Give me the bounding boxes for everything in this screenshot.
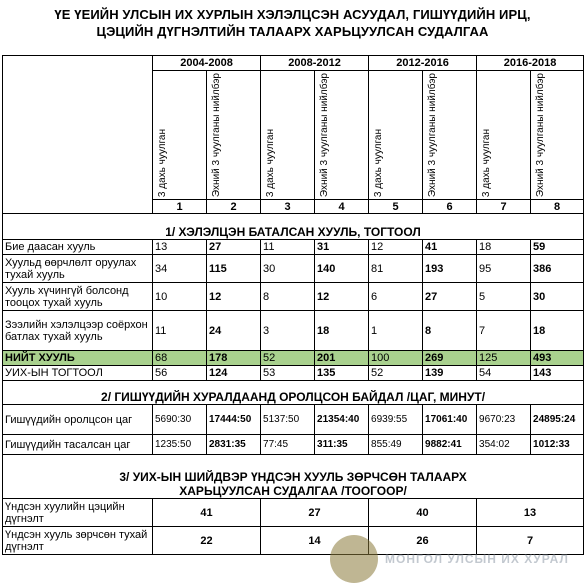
- cell: 54: [477, 366, 531, 381]
- table-row: [3, 255, 584, 283]
- col-header-session: 3 дахь чуулган: [265, 129, 277, 198]
- cell: 53: [261, 366, 315, 381]
- table-row: [3, 240, 584, 255]
- table-row: [3, 435, 584, 455]
- cell: 386: [531, 255, 584, 283]
- cell: 7: [477, 311, 531, 351]
- cell: 5: [477, 283, 531, 311]
- period-header-row: [3, 56, 584, 71]
- cell: 30: [261, 255, 315, 283]
- cell: 1012:33: [531, 435, 584, 455]
- cell: 8: [261, 283, 315, 311]
- table-row: [3, 405, 584, 435]
- cell: 3: [261, 311, 315, 351]
- table-row: [3, 283, 584, 311]
- col-num: 4: [315, 200, 369, 214]
- row-label: УИХ-ЫН ТОГТООЛ: [3, 366, 153, 381]
- cell: 17444:50: [207, 405, 261, 435]
- title-line-2: ЦЭЦИЙН ДҮГНЭЛТИЙН ТАЛААРХ ХАРЬЦУУЛСАН СУДАЛГАА: [96, 24, 489, 39]
- cell: 14: [261, 527, 369, 555]
- watermark-text: МОНГОЛ УЛСЫН ИХ ХУРАЛ: [385, 552, 569, 566]
- cell: 5137:50: [261, 405, 315, 435]
- cell: 26: [369, 527, 477, 555]
- cell: 125: [477, 351, 531, 366]
- cell: 21354:40: [315, 405, 369, 435]
- col-num: 2: [207, 200, 261, 214]
- cell: 13: [153, 240, 207, 255]
- cell: 139: [423, 366, 477, 381]
- corner-cell: [3, 56, 153, 214]
- row-label: Хууль хүчингүй болсонд тооцох тухай хууль: [3, 283, 153, 311]
- cell: 135: [315, 366, 369, 381]
- section-1-row: [3, 214, 584, 240]
- cell: 12: [207, 283, 261, 311]
- cell: 81: [369, 255, 423, 283]
- row-label: Гишүүдийн оролцсон цаг: [3, 405, 153, 435]
- cell: 13: [477, 499, 584, 527]
- cell: 140: [315, 255, 369, 283]
- cell: 201: [315, 351, 369, 366]
- section-3-title-line-1: 3/ УИХ-ЫН ШИЙДВЭР ҮНДСЭН ХУУЛЬ ЗӨРЧСӨН ТАЛААРХ: [119, 470, 467, 485]
- row-label: Бие даасан хууль: [3, 240, 153, 255]
- cell: 77:45: [261, 435, 315, 455]
- col-num: 8: [531, 200, 584, 214]
- cell: 178: [207, 351, 261, 366]
- cell: 11: [153, 311, 207, 351]
- cell: 269: [423, 351, 477, 366]
- period-4: 2016-2018: [477, 56, 584, 71]
- emblem-watermark-icon: [330, 535, 378, 583]
- cell: 1235:50: [153, 435, 207, 455]
- row-label: Гишүүдийн тасалсан цаг: [3, 435, 153, 455]
- cell: 311:35: [315, 435, 369, 455]
- section-2-title: 2/ ГИШҮҮДИЙН ХУРАЛДААНД ОРОЛЦСОН БАЙДАЛ /ЦАГ, МИНУТ/: [3, 381, 584, 405]
- resolution-row: [3, 366, 584, 381]
- col-header-sum: Эхний 3 чуулганы нийлбэр: [535, 73, 547, 198]
- cell: 493: [531, 351, 584, 366]
- cell: 59: [531, 240, 584, 255]
- cell: 10: [153, 283, 207, 311]
- section-3-title: [3, 455, 584, 499]
- col-num: 6: [423, 200, 477, 214]
- cell: 855:49: [369, 435, 423, 455]
- cell: 7: [477, 527, 584, 555]
- section-1-title: 1/ ХЭЛЭЛЦЭН БАТАЛСАН ХУУЛЬ, ТОГТООЛ: [3, 214, 584, 240]
- col-header-sum: Эхний 3 чуулганы нийлбэр: [319, 73, 331, 198]
- cell: 30: [531, 283, 584, 311]
- cell: 24: [207, 311, 261, 351]
- cell: 52: [369, 366, 423, 381]
- cell: 17061:40: [423, 405, 477, 435]
- cell: 24895:24: [531, 405, 584, 435]
- col-num: 7: [477, 200, 531, 214]
- col-header-sum: Эхний 3 чуулганы нийлбэр: [211, 73, 222, 198]
- cell: 100: [369, 351, 423, 366]
- cell: 354:02: [477, 435, 531, 455]
- period-3: 2012-2016: [369, 56, 477, 71]
- col-header-sum: Эхний 3 чуулганы нийлбэр: [427, 73, 439, 198]
- cell: 56: [153, 366, 207, 381]
- col-header-session: 3 дахь чуулган: [481, 129, 493, 198]
- cell: 143: [531, 366, 584, 381]
- cell: 27: [261, 499, 369, 527]
- section-3-row: [3, 455, 584, 499]
- title-line-1: ҮЕ ҮЕИЙН УЛСЫН ИХ ХУРЛЫН ХЭЛЭЛЦСЭН АСУУДАЛ, ГИШҮҮДИЙН ИРЦ,: [54, 7, 531, 22]
- period-1: 2004-2008: [153, 56, 261, 71]
- cell: 41: [423, 240, 477, 255]
- cell: 9882:41: [423, 435, 477, 455]
- section-2-row: [3, 381, 584, 405]
- cell: 12: [315, 283, 369, 311]
- row-label: НИЙТ ХУУЛЬ: [3, 351, 153, 366]
- main-table: [2, 55, 584, 555]
- col-header-session: 3 дахь чуулган: [373, 129, 385, 198]
- cell: 34: [153, 255, 207, 283]
- cell: 193: [423, 255, 477, 283]
- col-num: 3: [261, 200, 315, 214]
- cell: 5690:30: [153, 405, 207, 435]
- row-label: Хуульд өөрчлөлт оруулах тухай хууль: [3, 255, 153, 283]
- row-label: Үндсэн хууль зөрчсөн тухай дүгнэлт: [3, 527, 153, 555]
- row-label: Зээлийн хэлэлцээр соёрхон батлах тухай хууль: [3, 311, 153, 351]
- cell: 6939:55: [369, 405, 423, 435]
- cell: 12: [369, 240, 423, 255]
- cell: 18: [477, 240, 531, 255]
- cell: 41: [153, 499, 261, 527]
- cell: 22: [153, 527, 261, 555]
- cell: 68: [153, 351, 207, 366]
- period-2: 2008-2012: [261, 56, 369, 71]
- row-label: Үндсэн хуулийн цэцийн дүгнэлт: [3, 499, 153, 527]
- table-row: [3, 499, 584, 527]
- cell: 9670:23: [477, 405, 531, 435]
- col-num: 5: [369, 200, 423, 214]
- cell: 27: [423, 283, 477, 311]
- cell: 2831:35: [207, 435, 261, 455]
- cell: 27: [207, 240, 261, 255]
- cell: 31: [315, 240, 369, 255]
- cell: 40: [369, 499, 477, 527]
- cell: 18: [531, 311, 584, 351]
- col-num: 1: [153, 200, 207, 214]
- cell: 124: [207, 366, 261, 381]
- col-header-session: 3 дахь чуулган: [157, 129, 168, 198]
- section-3-title-line-2: ХАРЬЦУУЛСАН СУДАЛГАА /ТООГООР/: [179, 484, 407, 499]
- table-row: [3, 311, 584, 351]
- cell: 11: [261, 240, 315, 255]
- cell: 95: [477, 255, 531, 283]
- cell: 1: [369, 311, 423, 351]
- cell: 115: [207, 255, 261, 283]
- cell: 8: [423, 311, 477, 351]
- total-row: [3, 351, 584, 366]
- cell: 6: [369, 283, 423, 311]
- table-row: [3, 527, 584, 555]
- cell: 18: [315, 311, 369, 351]
- cell: 52: [261, 351, 315, 366]
